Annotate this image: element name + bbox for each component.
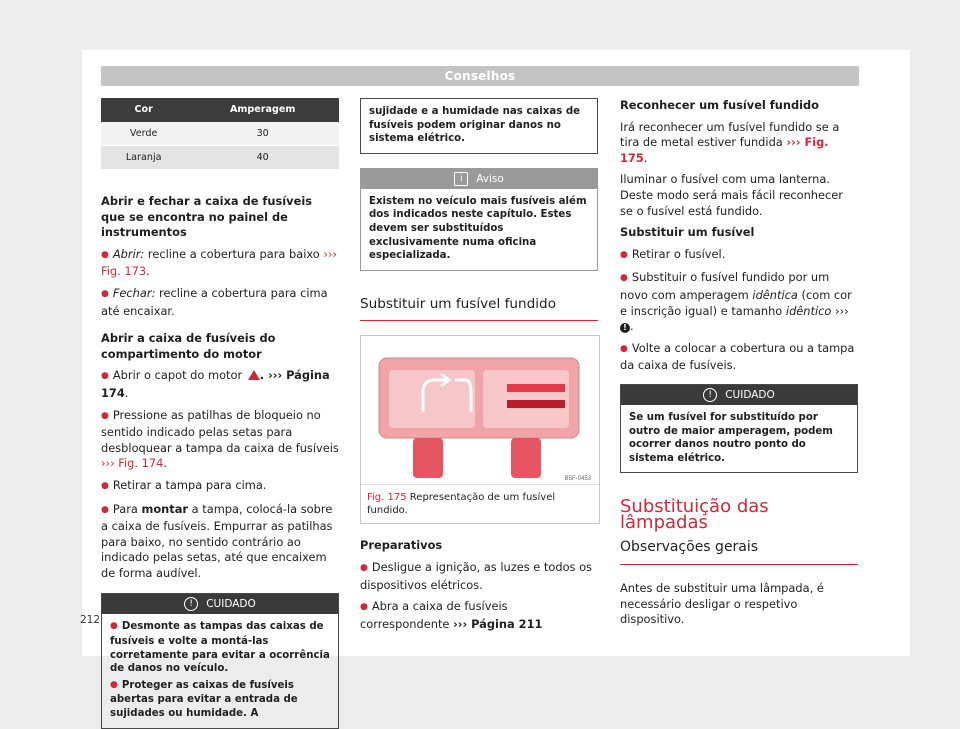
exclamation-icon: ! (620, 323, 630, 333)
list-item: ● Abrir o capot do motor . ››› Página 174. (101, 368, 339, 401)
list-item: ● Retirar o fusível. (620, 247, 858, 265)
list-item: ● Retirar a tampa para cima. (101, 478, 339, 496)
column-1 (101, 98, 339, 729)
page-174-link[interactable]: . ››› Página 174 (101, 368, 330, 400)
caution-continued-box (360, 98, 598, 154)
heading-replace-fuse: Substituir um fusível (620, 225, 755, 240)
info-icon: ! (703, 388, 717, 402)
heading-engine-fusebox: Abrir a caixa de fusíveis do compartimento do motor (101, 331, 276, 361)
caution-body (102, 614, 338, 727)
notice-header (361, 169, 597, 189)
paragraph: Antes de substituir uma lâmpada, é necessário desligar o respetivo dispositivo. (620, 581, 824, 627)
paragraph: Irá reconhecer um fusível fundido se a tira de metal estiver fundida ››› Fig. 175. (620, 119, 840, 165)
table-cell: 40 (186, 146, 339, 170)
caution-box (620, 384, 858, 473)
fuse-illustration (361, 336, 599, 484)
heading-recognize-fuse: Reconhecer um fusível fundido (620, 98, 820, 112)
list-item (101, 247, 339, 280)
bullet-text: Pressione as patilhas de bloqueio no sentido indicado pelas setas para desbloquear a tampa da caixa de fusíveis (101, 407, 339, 455)
bullet-italic: idêntico (785, 303, 832, 318)
bullet-label: Fechar: (112, 285, 156, 300)
figure-175 (360, 335, 600, 524)
figure-code: B5F-0453 (564, 476, 591, 483)
fig-175-link[interactable]: ››› Fig. 175 (620, 135, 829, 165)
section-title-general-notes: Observações gerais (620, 540, 858, 565)
bullet-text: Abra a caixa de fusíveis correspondente (360, 599, 508, 631)
bullet-italic: idêntica (752, 287, 798, 302)
paragraph: Iluminar o fusível com uma lanterna. Deste modo será mais fácil reconhecer se o fusível está fundido. (620, 172, 843, 218)
fuse-color-table (101, 98, 339, 170)
chapter-title: Substituição das lâmpadas (620, 496, 769, 533)
bullet-text: Substituir o fusível fundido por um novo com amperagem (620, 270, 830, 302)
bullet-end: . (146, 264, 150, 279)
blown-fuse-icon (361, 336, 599, 484)
info-icon: i (454, 172, 468, 186)
caution-title: CUIDADO (725, 388, 775, 401)
caution-header (621, 385, 857, 405)
page-211-link[interactable]: ››› Página 211 (453, 616, 543, 631)
table-cell: Verde (101, 122, 186, 146)
paragraph-text: Irá reconhecer um fusível fundido se a tira de metal estiver fundida (620, 119, 840, 150)
table-row (101, 146, 339, 170)
notice-body: Existem no veículo mais fusíveis além dos indicados neste capítulo. Estes devem ser substituídos exclusivamente numa oficina especializada. (369, 195, 587, 262)
list-item: ● Substituir o fusível fundido por um novo com amperagem idêntica (com cor e inscrição igual) e tamanho idêntico ››› ! . (620, 270, 858, 334)
bullet-text: recline a cobertura para baixo (144, 246, 324, 261)
table-cell: 30 (186, 122, 339, 146)
column-2 (360, 98, 598, 638)
caution-title: CUIDADO (206, 598, 256, 611)
notice-box (360, 168, 598, 271)
fig-174-link[interactable]: ››› Fig. 174 (101, 456, 164, 471)
list-item: ● Volte a colocar a cobertura ou a tampa da caixa de fusíveis. (620, 341, 858, 374)
caution-body: Se um fusível for substituído por outro de maior amperagem, podem ocorrer danos noutro ponto do sistema elétrico. (629, 411, 833, 464)
figure-label: Fig. 175 (367, 492, 407, 504)
bullet-text: recline a cobertura para cima até encaixar. (101, 285, 328, 318)
info-icon: ! (184, 597, 198, 611)
column-3 (620, 98, 858, 634)
figure-caption-text: Representação de um fusível fundido. (367, 492, 556, 517)
caution-item: ● Proteger as caixas de fusíveis abertas para evitar a entrada de sujidades ou humidade. A (110, 679, 330, 721)
list-item (101, 286, 339, 319)
warning-triangle-icon (248, 370, 260, 380)
caution-header (102, 594, 338, 614)
page-header: Conselhos (101, 66, 859, 86)
section-title-replace-fuse: Substituir um fusível fundido (360, 297, 598, 322)
list-item: ● Desligue a ignição, as luzes e todos os dispositivos elétricos. (360, 560, 598, 593)
fig-173-link[interactable]: ››› Fig. 173 (101, 246, 338, 279)
bullet-text: a tampa, colocá-la sobre a caixa de fusíveis. Empurrar as patilhas para baixo, no sentido contrário ao indicado pelas setas, até que encaixem de forma audível. (101, 501, 333, 580)
table-cell: Laranja (101, 146, 186, 170)
bullet-text: Para (112, 501, 142, 516)
list-item (101, 502, 339, 582)
table-header-cor: Cor (101, 98, 186, 122)
bullet-text: (com cor e inscrição igual) e tamanho (620, 287, 852, 318)
bullet-text: Abrir o capot do motor (112, 368, 246, 383)
heading-instrument-panel-fusebox: Abrir e fechar a caixa de fusíveis que se encontra no painel de instrumentos (101, 194, 312, 240)
caution-continued-body: sujidade e a humidade nas caixas de fusíveis podem originar danos no sistema elétrico. (369, 106, 581, 145)
notice-title: Aviso (476, 172, 504, 185)
bullet-label: Abrir: (112, 246, 145, 261)
figure-caption (361, 484, 599, 523)
table-header-amperagem: Amperagem (186, 98, 339, 122)
list-item (360, 599, 598, 632)
list-item: ● Pressione as patilhas de bloqueio no sentido indicado pelas setas para desbloquear a tampa da caixa de fusíveis ››› Fig. 174. (101, 408, 339, 472)
caution-item: ● Desmonte as tampas das caixas de fusíveis e volte a montá-las corretamente para evitar a ocorrência de danos no veículo. (110, 620, 330, 675)
bullet-bold: montar (141, 501, 189, 516)
caution-ref[interactable]: ››› (831, 303, 849, 318)
table-row (101, 122, 339, 146)
heading-preparativos: Preparativos (360, 538, 443, 553)
page-number: 212 (80, 614, 101, 626)
caution-box (101, 593, 339, 728)
